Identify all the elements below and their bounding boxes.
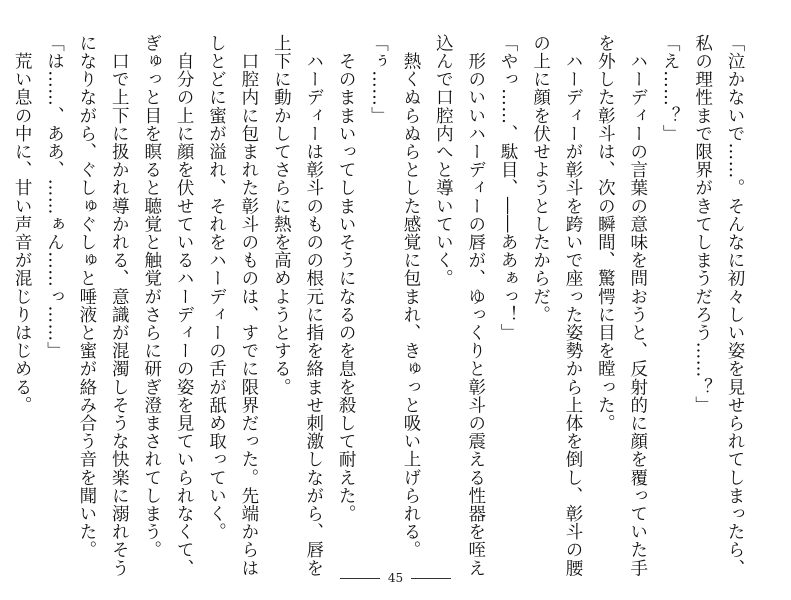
text-line: 「やっ……、駄目、――ああぁっ！」 <box>498 34 519 342</box>
folio-rule-right <box>411 578 451 579</box>
text-line: ハーディーが彰斗を跨いで座った姿勢から上体を倒し、彰斗の腰 <box>562 34 583 577</box>
text-line: 込んで口腔内へと導いていく。 <box>433 34 454 288</box>
text-line: 熱くぬらぬらとした感覚に包まれ、きゅっと吸い上げられる。 <box>400 34 421 559</box>
text-line: 「え……？」 <box>660 34 681 143</box>
text-line: 「泣かないで……。そんなに初々しい姿を見せられてしまったら、 <box>725 34 745 577</box>
text-line: ぎゅっと目を瞑ると聴覚と触覚がさらに研ぎ澄まされてしまう。 <box>141 34 162 559</box>
text-line: 形のいいハーディーの唇が、ゆっくりと彰斗の震える性器を咥え <box>465 34 486 577</box>
page-footer <box>0 568 791 588</box>
vertical-text-body <box>0 34 751 577</box>
text-line: 私の理性まで限界がきてしまうだろう……？」 <box>692 34 713 415</box>
folio-rule-left <box>340 578 380 579</box>
text-line: 上下に動かしてさらに熱を高めようとする。 <box>271 34 292 396</box>
text-line: ハーディーの言葉の意味を問おうと、反射的に顔を覆っていた手 <box>627 34 648 577</box>
text-line: になりながら、ぐしゅぐしゅと唾液と蜜が絡み合う音を聞いた。 <box>76 34 97 559</box>
text-line: 口腔内に包まれた彰斗のものは、すでに限界だった。先端からは <box>238 34 259 577</box>
text-line: 「は……、ああ、……ぁん……っ……」 <box>44 34 65 360</box>
text-line <box>0 34 6 554</box>
text-line: 荒い息の中に、甘い声音が混じりはじめる。 <box>12 34 33 415</box>
text-line: 自分の上に顔を伏せているハーディーの姿を見ていられなくて、 <box>174 34 195 577</box>
text-line: しとどに蜜が溢れ、それをハーディーの舌が舐め取っていく。 <box>206 34 227 541</box>
text-line: 「ぅ……」 <box>368 34 389 125</box>
text-line: を外した彰斗は、次の瞬間、驚愕に目を瞠った。 <box>595 34 616 433</box>
text-line: ハーディーは彰斗のものの根元に指を絡ませ刺激しながら、唇を <box>303 34 324 577</box>
text-line: そのままいってしまいそうになるのを息を殺して耐えた。 <box>336 34 357 523</box>
text-line: 口で上下に扱かれ導かれる、意識が混濁しそうな快楽に溺れそう <box>109 34 130 577</box>
text-line: の上に顔を伏せようとしたからだ。 <box>530 34 551 324</box>
page-number: 45 <box>387 571 404 585</box>
